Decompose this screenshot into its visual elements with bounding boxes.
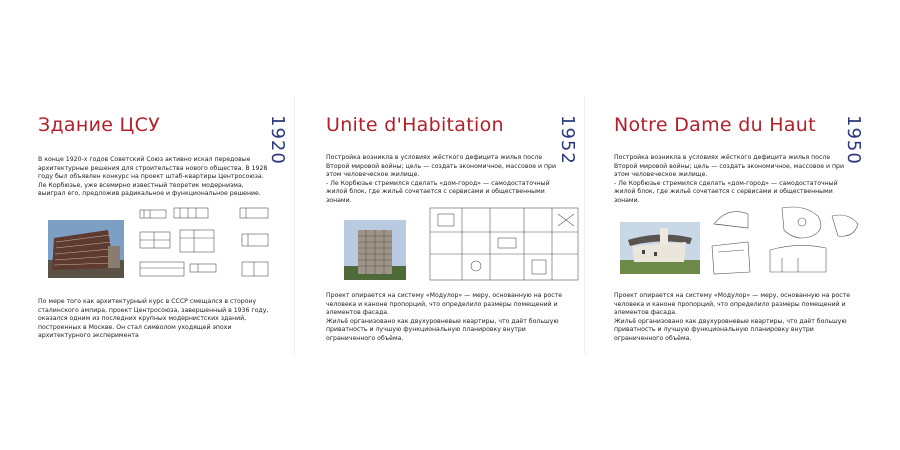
panel-ronchamp <box>604 96 870 354</box>
panel-unite <box>316 96 585 354</box>
paragraph: По мере того как архитектурный курс в СССР смещался в сторону сталинского ампира, проект Центросоюза, завершенный в 1936 году, оказался одним из последних крупных модернистских зданий, построенных в Москве. Он стал символом уходящей эпохи архитектурного эксперимента <box>38 298 269 340</box>
panel-bottom-text <box>38 298 276 341</box>
paragraph: Ле Корбюзье, уже всемирно известный теоретик модернизма, выиграл его, предложив радикальное и функциональное решение. <box>38 181 261 198</box>
panel-title: Notre Dame du Haut <box>614 114 816 136</box>
panel-tsu <box>28 96 295 354</box>
building-photo <box>344 220 406 280</box>
chapel-sketches <box>708 202 864 282</box>
building-photo <box>48 220 124 278</box>
panel-bottom-text <box>326 292 564 344</box>
paragraph: Проект опирается на систему «Модулор» — меру, основанную на росте человека и каноне пропорций, что определило размеры помещений и элементов фасада. <box>326 292 563 317</box>
panel-top-text <box>38 156 270 199</box>
paragraph: - Ле Корбюзье стремился сделать «дом-город» — самодостаточный жилой блок, где жильё сочетается с сервисами и общественными зонами. <box>614 179 838 204</box>
paragraph: - Ле Корбюзье стремился сделать «дом-город» — самодостаточный жилой блок, где жильё сочетается с сервисами и общественными зонами. <box>326 179 550 204</box>
panel-year: 1950 <box>843 115 864 165</box>
panel-year: 1952 <box>557 115 578 165</box>
section-plan-drawing <box>428 206 580 282</box>
paragraph: Постройка возникла в условиях жёсткого дефицита жилья после Второй мировой войны; цель — создать экономичное, массовое и при этом человеческое жилище. <box>614 154 845 179</box>
paragraph: Постройка возникла в условиях жёсткого дефицита жилья после Второй мировой войны; цель — создать экономичное, массовое и при этом человеческое жилище. <box>326 154 557 179</box>
paragraph: Проект опирается на систему «Модулор» — меру, основанную на росте человека и каноне пропорций, что определило размеры помещений и элементов фасада. <box>614 292 851 317</box>
building-photo <box>620 222 700 274</box>
panel-title: Здание ЦСУ <box>38 114 161 136</box>
paragraph: В конце 1920-х годов Советский Союз активно искал передовые архитектурные решения для строительства нового общества. В 1928 году был объявлен конкурс на проект штаб-квартиры Центросоюза. <box>38 156 268 181</box>
panel-bottom-text <box>614 292 852 344</box>
panel-top-text <box>326 154 556 206</box>
floor-plan-drawings <box>136 204 276 282</box>
panel-top-text <box>614 154 846 206</box>
panel-year: 1920 <box>267 115 288 165</box>
paragraph: Жильё организовано как двухуровневые квартиры, что даёт большую приватность и лучшую функциональную планировку внутри ограниченного объёма. <box>614 317 847 342</box>
panel-title: Unite d'Habitation <box>326 114 504 136</box>
paragraph: Жильё организовано как двухуровневые квартиры, что даёт большую приватность и лучшую функциональную планировку внутри ограниченного объёма. <box>326 317 559 342</box>
